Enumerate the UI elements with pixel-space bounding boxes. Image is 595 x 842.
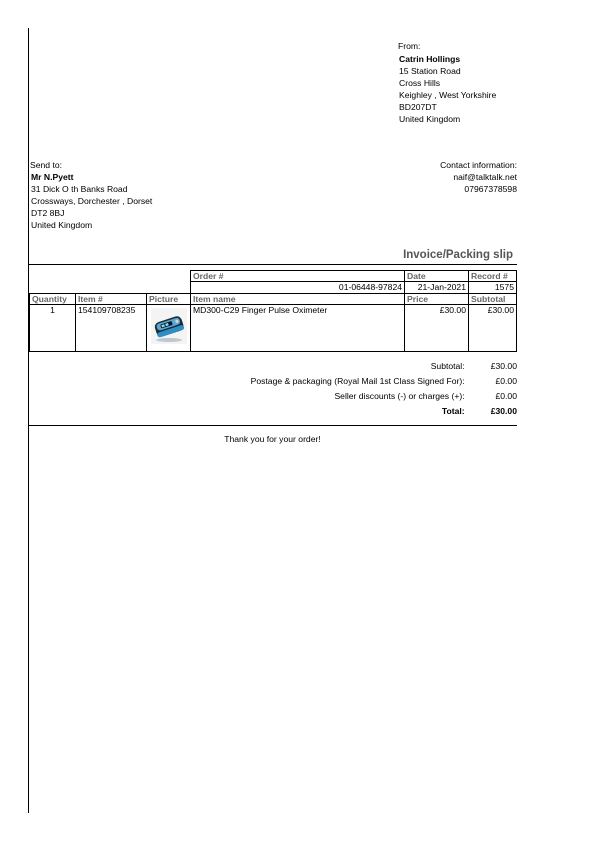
subtotal-value: £30.00	[490, 361, 517, 371]
header-divider	[29, 264, 517, 265]
item-name: MD300-C29 Finger Pulse Oximeter	[191, 305, 405, 352]
order-values-row	[30, 282, 517, 294]
from-line: BD207DT	[399, 102, 437, 112]
total-row	[251, 404, 517, 419]
contact-email: naif@talktalk.net	[453, 172, 517, 182]
total-label: Total:	[441, 406, 465, 416]
item-picture	[147, 305, 191, 352]
left-margin-line	[28, 28, 29, 813]
date-header: Date	[405, 271, 469, 282]
from-label: From:	[398, 41, 421, 51]
order-number-value: 01-06448-97824	[191, 282, 405, 294]
date-value: 21-Jan-2021	[405, 282, 469, 294]
from-address	[398, 40, 496, 125]
record-number-header: Record #	[469, 271, 517, 282]
postage-label: Postage & packaging (Royal Mail 1st Class Signed For):	[250, 376, 465, 386]
from-line: Keighley , West Yorkshire	[399, 90, 497, 100]
postage-value: £0.00	[495, 376, 517, 386]
discount-label: Seller discounts (-) or charges (+):	[334, 391, 465, 401]
order-number-header: Order #	[191, 271, 405, 282]
item-number: 154109708235	[76, 305, 147, 352]
postage-row	[251, 374, 517, 389]
quantity-header: Quantity	[30, 294, 76, 305]
record-number-value: 1575	[469, 282, 517, 294]
order-header-row	[30, 271, 517, 282]
send-to-line: 31 Dick O th Banks Road	[31, 184, 128, 194]
column-header-row	[30, 294, 517, 305]
item-quantity: 1	[30, 305, 76, 352]
items-table	[29, 270, 517, 352]
from-line: 15 Station Road	[399, 66, 461, 76]
totals-block	[251, 359, 517, 419]
footer-divider	[29, 425, 517, 426]
send-to-line: United Kingdom	[31, 220, 93, 230]
send-to-line: DT2 8BJ	[31, 208, 65, 218]
item-subtotal: £30.00	[469, 305, 517, 352]
pulse-oximeter-icon	[151, 308, 187, 344]
send-to-address	[30, 159, 152, 231]
from-name: Catrin Hollings	[399, 54, 461, 64]
from-line: Cross Hills	[399, 78, 441, 88]
subtotal-label: Subtotal:	[430, 361, 465, 371]
contact-label: Contact information:	[440, 160, 517, 170]
item-price: £30.00	[405, 305, 469, 352]
total-value: £30.00	[490, 406, 517, 416]
contact-phone: 07967378598	[464, 184, 517, 194]
item-name-header: Item name	[191, 294, 405, 305]
price-header: Price	[405, 294, 469, 305]
subtotal-row	[251, 359, 517, 374]
item-number-header: Item #	[76, 294, 147, 305]
page-title: Invoice/Packing slip	[403, 249, 513, 261]
picture-header: Picture	[147, 294, 191, 305]
from-line: United Kingdom	[399, 114, 461, 124]
discount-row	[251, 389, 517, 404]
discount-value: £0.00	[495, 391, 517, 401]
send-to-name: Mr N.Pyett	[31, 172, 74, 182]
table-row	[30, 305, 517, 352]
contact-information	[440, 159, 517, 195]
thank-you-message: Thank you for your order!	[224, 434, 321, 444]
subtotal-header: Subtotal	[469, 294, 517, 305]
send-to-line: Crossways, Dorchester , Dorset	[31, 196, 153, 206]
send-to-label: Send to:	[30, 160, 63, 170]
